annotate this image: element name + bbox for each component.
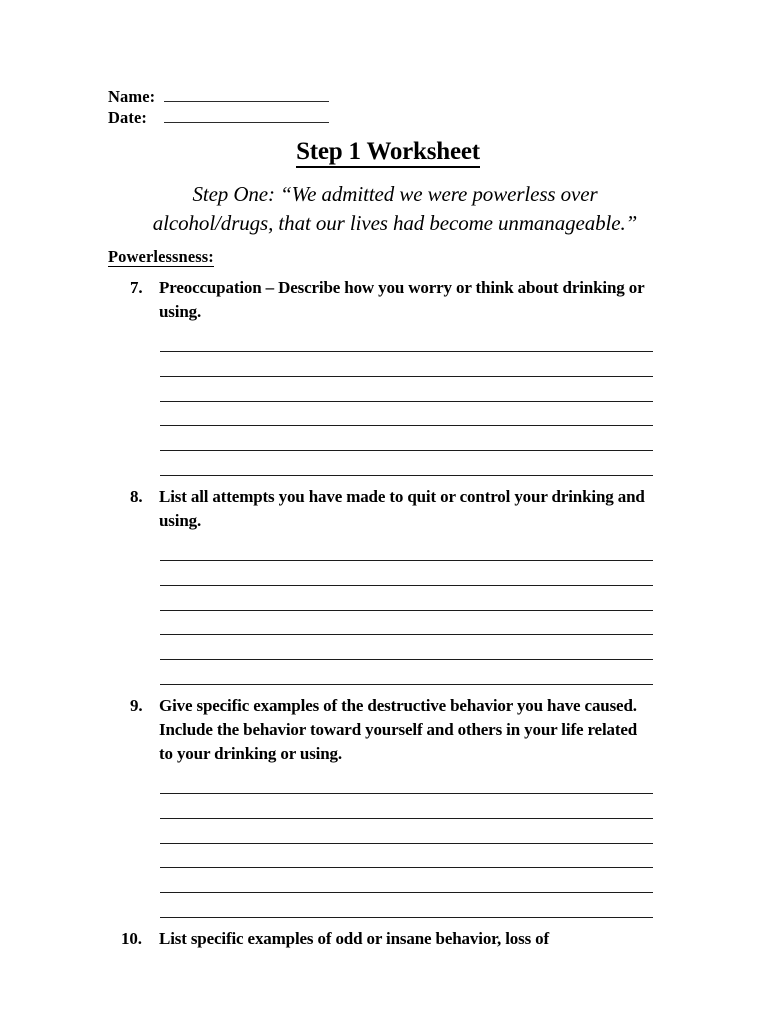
question-text: Preoccupation – Describe how you worry or think about drinking or using. <box>159 278 645 321</box>
question-item <box>108 927 653 951</box>
answer-lines-group[interactable] <box>160 334 653 476</box>
answer-line[interactable] <box>160 352 653 377</box>
question-item <box>108 485 653 533</box>
date-field-label: Date: <box>108 108 147 127</box>
answer-line[interactable] <box>160 819 653 844</box>
name-field-row <box>108 86 668 107</box>
question-text: List specific examples of odd or insane behavior, loss of <box>159 928 550 948</box>
question-item <box>108 276 653 324</box>
section-heading-text: Powerlessness: <box>108 247 214 266</box>
page-content <box>108 86 668 951</box>
question-number: 8. <box>130 486 143 506</box>
answer-line[interactable] <box>160 586 653 611</box>
answer-line[interactable] <box>160 635 653 660</box>
question-text: List all attempts you have made to quit or control your drinking and using. <box>159 486 645 530</box>
page-title <box>108 137 668 167</box>
answer-lines-group[interactable] <box>160 776 653 918</box>
question-number: 7. <box>130 278 143 297</box>
answer-line[interactable] <box>160 451 653 476</box>
name-field-label: Name: <box>108 87 156 106</box>
answer-line[interactable] <box>160 561 653 586</box>
question-number: 9. <box>130 695 143 715</box>
answer-line[interactable] <box>160 844 653 869</box>
answer-line[interactable] <box>160 402 653 427</box>
page-title-text: Step 1 Worksheet <box>296 138 480 168</box>
answer-line[interactable] <box>160 893 653 918</box>
question-text: Give specific examples of the destructive behavior you have caused. Include the behavior toward yourself and others in your life related to your drinking or using. <box>159 695 638 763</box>
answer-line[interactable] <box>160 334 653 352</box>
answer-line[interactable] <box>160 868 653 893</box>
answer-line[interactable] <box>160 794 653 819</box>
answer-line[interactable] <box>160 426 653 451</box>
answer-line[interactable] <box>160 611 653 636</box>
question-number: 10. <box>121 928 142 948</box>
section-heading <box>108 247 668 267</box>
question-item <box>108 694 653 766</box>
answer-line[interactable] <box>160 377 653 402</box>
date-input-blank[interactable] <box>164 107 329 123</box>
answer-line[interactable] <box>160 543 653 561</box>
step-quote: Step One: “We admitted we were powerless over alcohol/drugs, that our lives had become unmanageable.” <box>152 182 638 235</box>
answer-lines-group[interactable] <box>160 543 653 685</box>
date-field-row <box>108 107 668 128</box>
answer-line[interactable] <box>160 776 653 794</box>
answer-line[interactable] <box>160 660 653 685</box>
name-input-blank[interactable] <box>164 86 329 102</box>
